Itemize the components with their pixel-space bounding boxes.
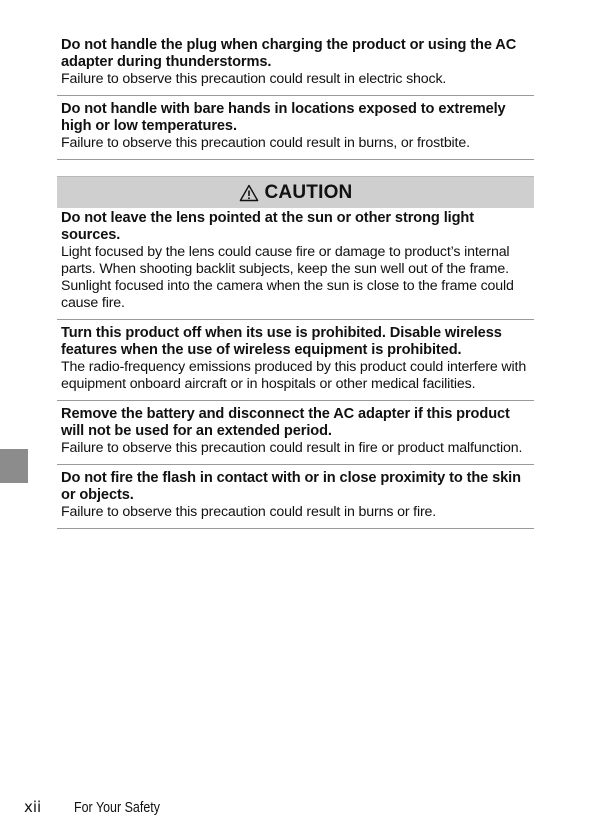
caution-body: Failure to observe this precaution could result in fire or product malfunction. — [61, 440, 523, 456]
caution-body: The radio-frequency emissions produced by this product could interfere with equipment onboard aircraft or in hospitals or other medical facilities. — [61, 359, 527, 392]
caution-label: CAUTION — [264, 181, 353, 203]
caution-item — [57, 325, 534, 401]
warning-title: Do not handle with bare hands in locations exposed to extremely high or low temperatures. — [61, 101, 506, 134]
warning-item — [57, 101, 534, 160]
caution-item — [57, 406, 534, 465]
warning-title: Do not handle the plug when charging the product or using the AC adapter during thunderstorms. — [61, 37, 517, 70]
safety-content — [57, 37, 534, 534]
caution-item — [57, 470, 534, 529]
section-title: For Your Safety — [74, 800, 160, 816]
warning-item — [57, 37, 534, 96]
warning-triangle-icon — [239, 184, 259, 202]
caution-header — [57, 176, 534, 208]
caution-title: Do not fire the flash in contact with or in close proximity to the skin or objects. — [61, 470, 521, 503]
warning-body: Failure to observe this precaution could result in electric shock. — [61, 71, 447, 87]
page-number: xii — [24, 798, 42, 816]
caution-item — [57, 210, 534, 320]
caution-title: Turn this product off when its use is prohibited. Disable wireless features when the use of wireless equipment is prohibited. — [61, 325, 502, 358]
page-footer — [24, 798, 174, 816]
caution-body: Light focused by the lens could cause fire or damage to product’s internal parts. When shooting backlit subjects, keep the sun well out of the frame. Sunlight focused into the camera when the sun is close to the frame could cause fire. — [61, 244, 514, 311]
caution-title: Remove the battery and disconnect the AC adapter if this product will not be used for an extended period. — [61, 406, 510, 439]
caution-body: Failure to observe this precaution could result in burns or fire. — [61, 504, 437, 520]
chapter-tab-marker — [0, 449, 28, 483]
caution-title: Do not leave the lens pointed at the sun or other strong light sources. — [61, 210, 474, 243]
warning-body: Failure to observe this precaution could result in burns, or frostbite. — [61, 135, 470, 151]
